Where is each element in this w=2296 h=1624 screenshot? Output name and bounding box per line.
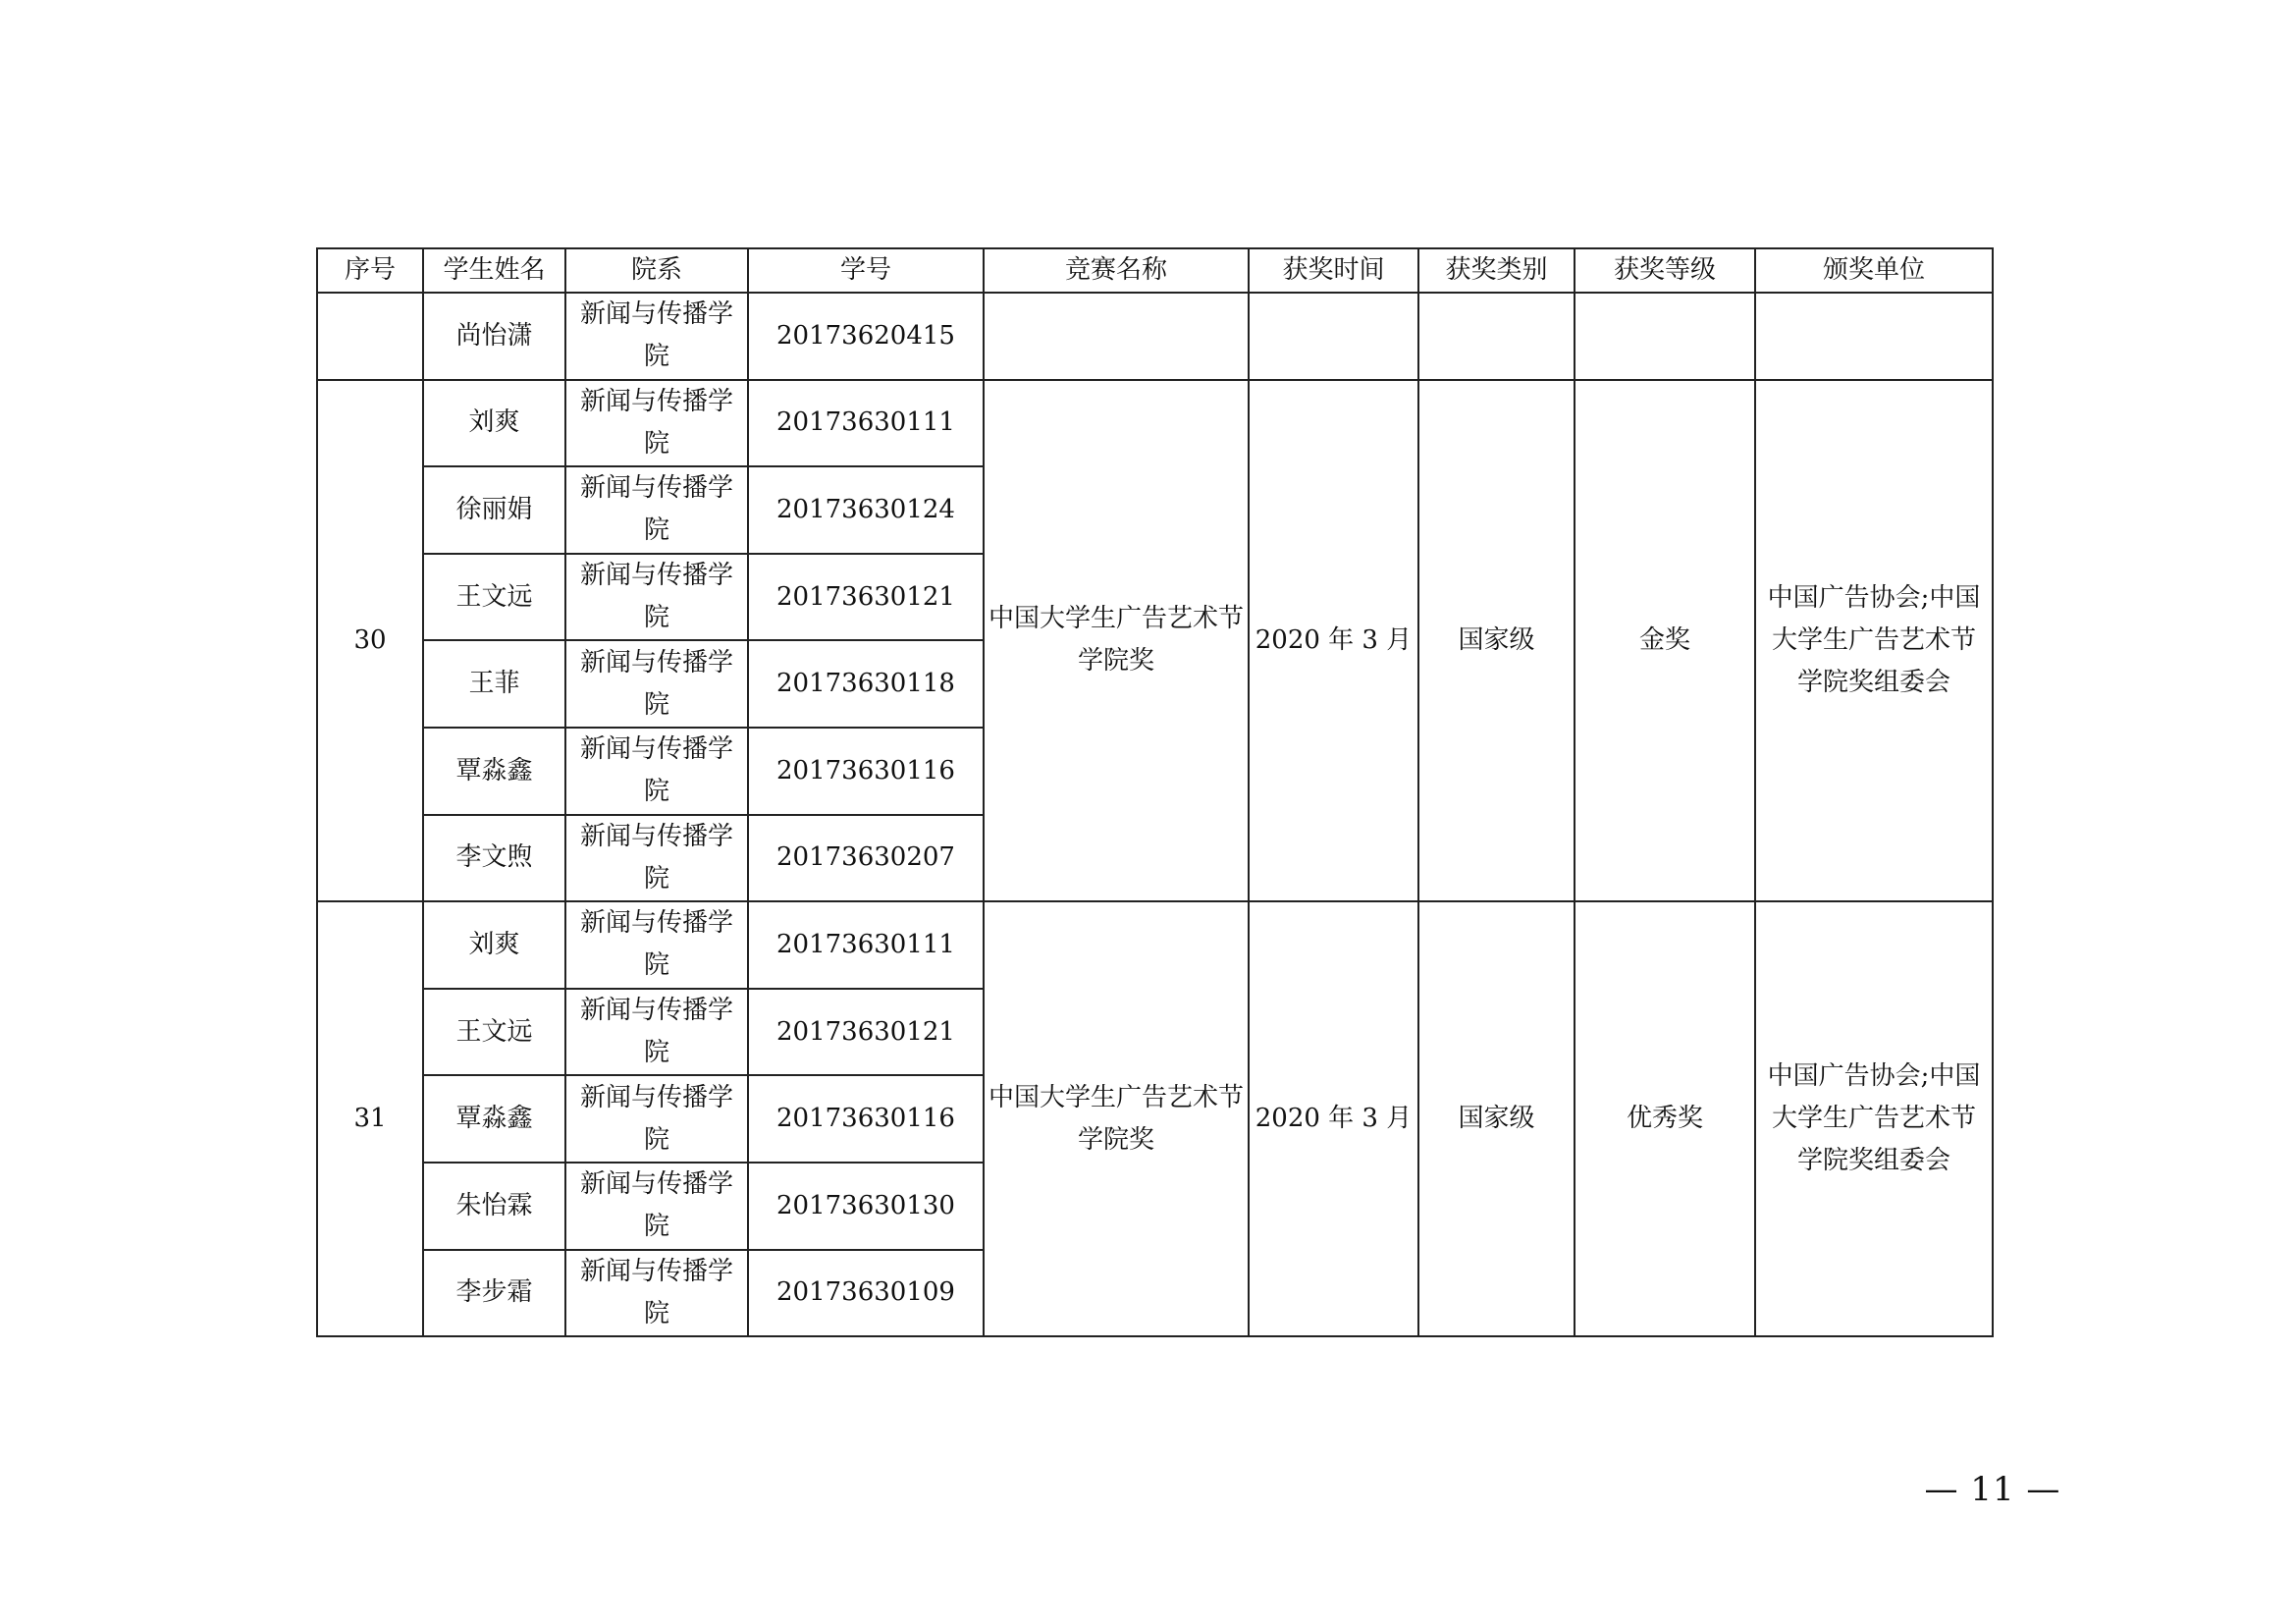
header-cell-student-id: 学号	[748, 248, 984, 293]
student-name-cell: 刘爽	[423, 380, 565, 467]
level-cell	[1575, 293, 1755, 380]
dept-text: 新闻与传播学院	[579, 299, 733, 372]
student-name-cell: 王文远	[423, 554, 565, 641]
time-cell: 2020 年 3 月	[1249, 901, 1418, 1336]
dept-text: 新闻与传播学院	[579, 386, 733, 459]
dept-text: 新闻与传播学院	[579, 821, 733, 893]
dept-cell	[565, 1250, 748, 1337]
competition-text: 中国大学生广告艺术节学院奖	[988, 604, 1245, 677]
table-row	[317, 380, 1993, 467]
dept-cell	[565, 989, 748, 1076]
dept-text: 新闻与传播学院	[579, 1256, 733, 1328]
category-cell: 国家级	[1418, 901, 1575, 1336]
dept-cell	[565, 640, 748, 728]
issuer-cell	[1755, 380, 1993, 902]
student-id-cell: 20173630121	[748, 989, 984, 1076]
header-cell-level: 获奖等级	[1575, 248, 1755, 293]
student-id-cell: 20173630118	[748, 640, 984, 728]
dept-cell	[565, 380, 748, 467]
dept-cell	[565, 1075, 748, 1163]
dept-text: 新闻与传播学院	[579, 647, 733, 720]
student-name-cell: 徐丽娟	[423, 466, 565, 554]
no-cell	[317, 293, 423, 380]
student-name-cell: 朱怡霖	[423, 1163, 565, 1250]
student-id-cell: 20173630116	[748, 728, 984, 815]
header-cell-issuer: 颁奖单位	[1755, 248, 1993, 293]
dept-cell	[565, 466, 748, 554]
no-cell: 30	[317, 380, 423, 902]
time-cell	[1249, 293, 1418, 380]
dept-cell	[565, 728, 748, 815]
student-id-cell: 20173630116	[748, 1075, 984, 1163]
issuer-cell	[1755, 901, 1993, 1336]
dept-cell	[565, 293, 748, 380]
dept-cell	[565, 554, 748, 641]
student-name-cell: 覃淼鑫	[423, 728, 565, 815]
issuer-text: 中国广告协会;中国大学生广告艺术节学院奖组委会	[1767, 1061, 1981, 1176]
issuer-text: 中国广告协会;中国大学生广告艺术节学院奖组委会	[1767, 582, 1981, 697]
student-id-cell: 20173630124	[748, 466, 984, 554]
competition-text: 中国大学生广告艺术节学院奖	[988, 1082, 1245, 1155]
student-name-cell: 李步霜	[423, 1250, 565, 1337]
table-body	[317, 293, 1993, 1336]
student-id-cell: 20173630111	[748, 901, 984, 989]
competition-cell	[984, 293, 1249, 380]
student-id-cell: 20173630207	[748, 815, 984, 902]
student-id-cell: 20173620415	[748, 293, 984, 380]
header-cell-dept: 院系	[565, 248, 748, 293]
category-cell: 国家级	[1418, 380, 1575, 902]
dept-text: 新闻与传播学院	[579, 996, 733, 1068]
header-cell-competition: 竞赛名称	[984, 248, 1249, 293]
level-cell: 金奖	[1575, 380, 1755, 902]
dept-text: 新闻与传播学院	[579, 908, 733, 981]
no-cell: 31	[317, 901, 423, 1336]
student-name-cell: 尚怡潇	[423, 293, 565, 380]
header-row	[317, 248, 1993, 293]
awards-table	[316, 247, 1994, 1337]
student-name-cell: 王文远	[423, 989, 565, 1076]
category-cell	[1418, 293, 1575, 380]
time-cell: 2020 年 3 月	[1249, 380, 1418, 902]
student-id-cell: 20173630130	[748, 1163, 984, 1250]
dept-text: 新闻与传播学院	[579, 1169, 733, 1242]
table-row	[317, 901, 1993, 989]
dept-text: 新闻与传播学院	[579, 734, 733, 807]
dept-text: 新闻与传播学院	[579, 561, 733, 633]
dept-text: 新闻与传播学院	[579, 1082, 733, 1155]
student-id-cell: 20173630121	[748, 554, 984, 641]
dept-text: 新闻与传播学院	[579, 473, 733, 546]
level-cell: 优秀奖	[1575, 901, 1755, 1336]
header-cell-time: 获奖时间	[1249, 248, 1418, 293]
student-id-cell: 20173630109	[748, 1250, 984, 1337]
table-row	[317, 293, 1993, 380]
dept-cell	[565, 815, 748, 902]
page-number: — 11 —	[1924, 1470, 2061, 1509]
competition-cell	[984, 901, 1249, 1336]
student-name-cell: 覃淼鑫	[423, 1075, 565, 1163]
competition-cell	[984, 380, 1249, 902]
dept-cell	[565, 1163, 748, 1250]
table-header	[317, 248, 1993, 293]
header-cell-category: 获奖类别	[1418, 248, 1575, 293]
dept-cell	[565, 901, 748, 989]
student-name-cell: 李文煦	[423, 815, 565, 902]
student-id-cell: 20173630111	[748, 380, 984, 467]
header-cell-no: 序号	[317, 248, 423, 293]
student-name-cell: 刘爽	[423, 901, 565, 989]
student-name-cell: 王菲	[423, 640, 565, 728]
issuer-cell	[1755, 293, 1993, 380]
header-cell-name: 学生姓名	[423, 248, 565, 293]
